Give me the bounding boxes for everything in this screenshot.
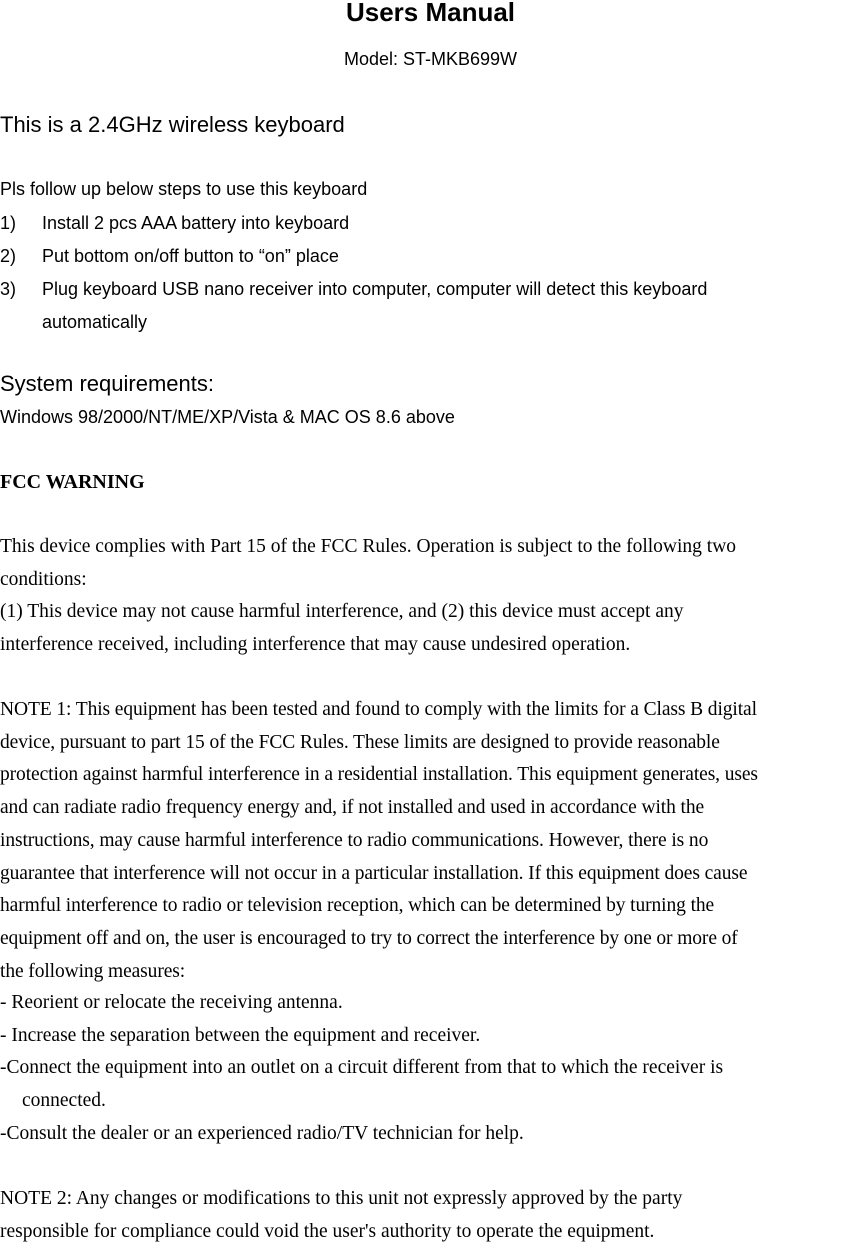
system-requirements-body: Windows 98/2000/NT/ME/XP/Vista & MAC OS 8.6 above: [0, 407, 455, 427]
step-text: Install 2 pcs AAA battery into keyboard: [42, 213, 350, 233]
measure-text: -Consult the dealer or an experienced radio/TV technician for help.: [0, 1122, 524, 1144]
measure-item: [0, 987, 861, 1020]
step-number: 1): [0, 213, 17, 233]
text-line: interference received, including interference that may cause undesired operation.: [0, 633, 631, 655]
measure-text: - Reorient or relocate the receiving antenna.: [0, 992, 343, 1013]
text-line: responsible for compliance could void the user's authority to operate the equipment.: [0, 1220, 655, 1242]
text-line: device, pursuant to part 15 of the FCC Rules. These limits are designed to provide reasonable: [0, 731, 720, 753]
steps-list: [0, 207, 861, 339]
text-line: guarantee that interference will not occur in a particular installation. If this equipment does cause: [0, 862, 748, 884]
measure-text-continued: connected.: [22, 1090, 106, 1112]
steps-lead: Pls follow up below steps to use this keyboard: [0, 179, 368, 199]
fcc-warning-heading: FCC WARNING: [0, 471, 145, 493]
step-number: 2): [0, 246, 17, 266]
text-line: (1) This device may not cause harmful interference, and (2) this device must accept any: [0, 601, 684, 622]
step-item: [0, 240, 861, 273]
text-line: protection against harmful interference in a residential installation. This equipment generates, uses: [0, 764, 758, 786]
text-line: instructions, may cause harmful interference to radio communications. However, there is no: [0, 829, 709, 851]
fcc-note-2: [0, 1183, 861, 1248]
step-item: [0, 273, 861, 339]
text-line: harmful interference to radio or television reception, which can be determined by turning the: [0, 895, 715, 917]
page-title: Users Manual: [345, 0, 516, 27]
text-line: NOTE 1: This equipment has been tested and found to comply with the limits for a Class B digital: [0, 699, 757, 720]
intro-heading: This is a 2.4GHz wireless keyboard: [0, 112, 345, 137]
measure-item: [0, 1052, 861, 1117]
fcc-note-1: [0, 694, 861, 988]
measure-item: [0, 1020, 861, 1053]
text-line: and can radiate radio frequency energy and, if not installed and used in accordance with the: [0, 797, 705, 819]
measure-item: [0, 1118, 861, 1151]
measure-text: -Connect the equipment into an outlet on a circuit different from that to which the receiver is: [0, 1057, 724, 1079]
fcc-paragraph-2: [0, 596, 861, 661]
model-number: Model: ST-MKB699W: [343, 49, 518, 69]
step-text-continued: automatically: [42, 312, 148, 332]
text-line: equipment off and on, the user is encouraged to try to correct the interference by one or more of: [0, 927, 738, 949]
step-text: Plug keyboard USB nano receiver into computer, computer will detect this keyboard: [42, 279, 708, 299]
step-item: [0, 207, 861, 240]
text-line: the following measures:: [0, 960, 186, 982]
measure-text: - Increase the separation between the equipment and receiver.: [0, 1024, 481, 1046]
text-line: conditions:: [0, 568, 87, 590]
text-line: NOTE 2: Any changes or modifications to this unit not expressly approved by the party: [0, 1188, 683, 1209]
text-line: This device complies with Part 15 of the FCC Rules. Operation is subject to the following two: [0, 536, 737, 557]
fcc-paragraph-1: [0, 531, 861, 596]
step-text: Put bottom on/off button to “on” place: [42, 246, 339, 266]
system-requirements-heading: System requirements:: [0, 371, 214, 396]
fcc-measures-list: [0, 987, 861, 1151]
step-number: 3): [0, 279, 17, 299]
